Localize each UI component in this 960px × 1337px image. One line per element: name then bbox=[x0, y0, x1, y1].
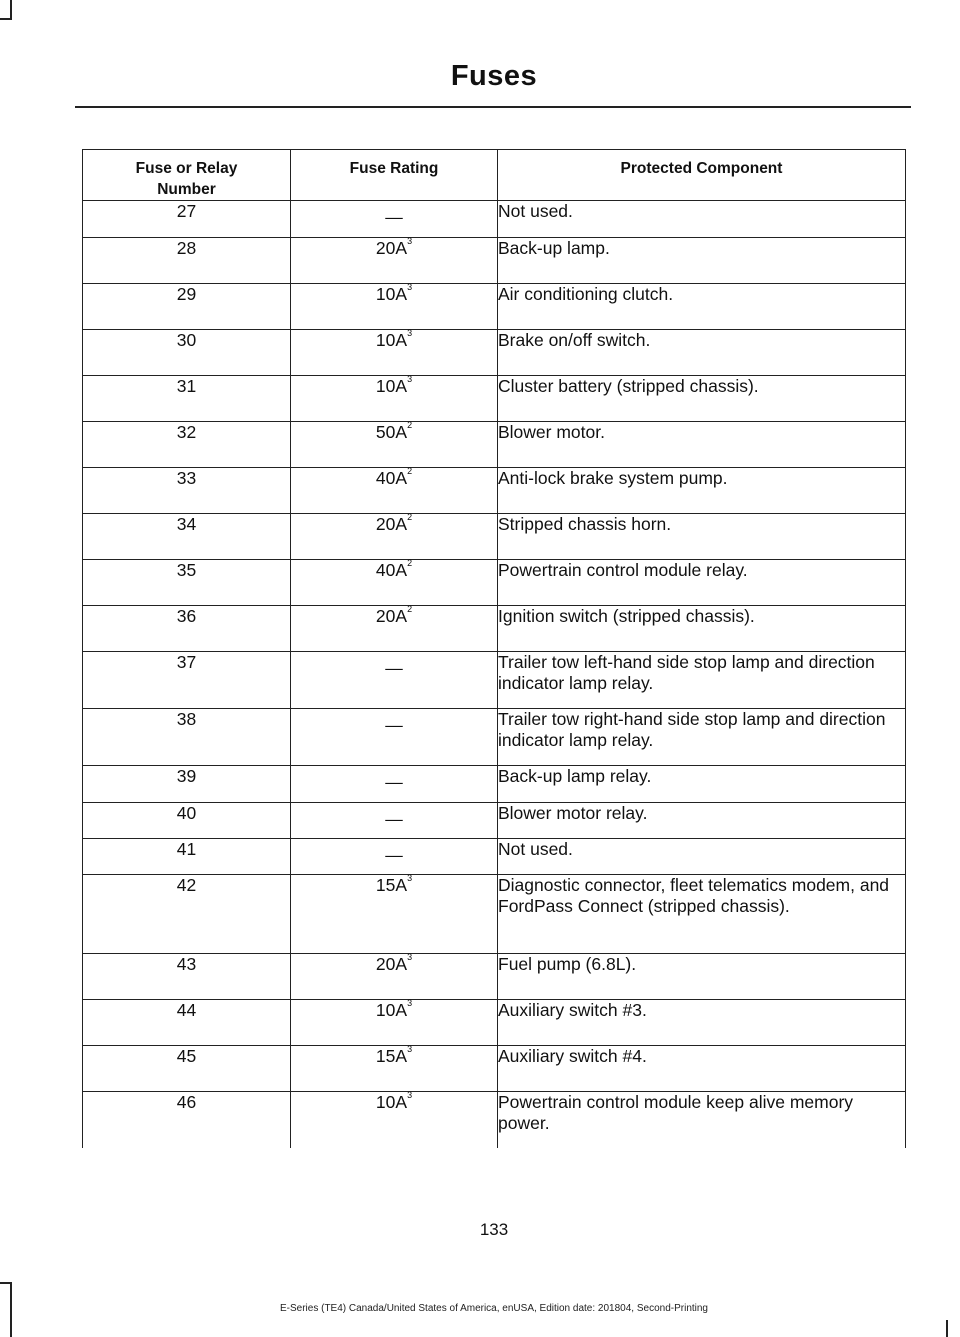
protected-component: Diagnostic connector, fleet telematics modem, and FordPass Connect (stripped chassis). bbox=[498, 875, 906, 954]
fuse-number: 43 bbox=[83, 954, 291, 1000]
table-row bbox=[83, 514, 906, 560]
protected-component: Not used. bbox=[498, 201, 906, 238]
fuse-rating-value: 10A bbox=[375, 1092, 408, 1112]
fuse-rating-value: 40A bbox=[375, 468, 408, 488]
fuse-rating bbox=[291, 875, 498, 954]
fuse-number: 30 bbox=[83, 330, 291, 376]
protected-component: Cluster battery (stripped chassis). bbox=[498, 376, 906, 422]
fuse-rating bbox=[291, 954, 498, 1000]
crop-mark-top-left-horizontal bbox=[0, 18, 12, 20]
crop-mark-top-left-vertical bbox=[10, 0, 12, 20]
footnote-marker: 3 bbox=[407, 374, 413, 385]
table-row bbox=[83, 1000, 906, 1046]
protected-component: Anti-lock brake system pump. bbox=[498, 468, 906, 514]
fuse-rating bbox=[291, 238, 498, 284]
fuse-rating-value: — bbox=[385, 809, 403, 829]
footnote-marker: 3 bbox=[407, 236, 413, 247]
fuse-rating bbox=[291, 514, 498, 560]
table-row bbox=[83, 875, 906, 954]
fuse-rating bbox=[291, 652, 498, 709]
table-row bbox=[83, 376, 906, 422]
footnote-marker: 2 bbox=[407, 466, 413, 477]
fuse-number: 40 bbox=[83, 803, 291, 839]
fuse-number: 42 bbox=[83, 875, 291, 954]
footnote-marker: 3 bbox=[407, 998, 413, 1009]
fuse-rating-value: — bbox=[385, 772, 403, 792]
protected-component: Auxiliary switch #4. bbox=[498, 1046, 906, 1092]
protected-component: Blower motor relay. bbox=[498, 803, 906, 839]
protected-component: Trailer tow left-hand side stop lamp and direction indicator lamp relay. bbox=[498, 652, 906, 709]
protected-component: Powertrain control module relay. bbox=[498, 560, 906, 606]
footnote-marker: 3 bbox=[407, 1044, 413, 1055]
table-row bbox=[83, 652, 906, 709]
table-row bbox=[83, 1092, 906, 1148]
fuse-rating-value: 10A bbox=[375, 376, 408, 396]
fuse-rating-value: 20A bbox=[375, 238, 408, 258]
table-row bbox=[83, 709, 906, 766]
protected-component: Stripped chassis horn. bbox=[498, 514, 906, 560]
table-header-row bbox=[83, 150, 906, 201]
fuse-rating-value: 20A bbox=[375, 606, 408, 626]
fuse-rating bbox=[291, 376, 498, 422]
footnote-marker: 3 bbox=[407, 1090, 413, 1101]
fuse-rating bbox=[291, 284, 498, 330]
fuse-rating bbox=[291, 201, 498, 238]
column-header-component: Protected Component bbox=[498, 150, 906, 201]
fuse-number: 37 bbox=[83, 652, 291, 709]
protected-component: Air conditioning clutch. bbox=[498, 284, 906, 330]
fuse-rating-value: 10A bbox=[375, 1000, 408, 1020]
page-title: Fuses bbox=[450, 60, 538, 92]
table-row bbox=[83, 954, 906, 1000]
fuse-rating bbox=[291, 839, 498, 875]
fuse-number: 33 bbox=[83, 468, 291, 514]
fuse-number: 46 bbox=[83, 1092, 291, 1148]
fuse-table bbox=[82, 149, 906, 1148]
fuse-number: 35 bbox=[83, 560, 291, 606]
table-row bbox=[83, 284, 906, 330]
fuse-number: 44 bbox=[83, 1000, 291, 1046]
table-row bbox=[83, 238, 906, 284]
footnote-marker: 2 bbox=[407, 604, 413, 615]
fuse-number: 28 bbox=[83, 238, 291, 284]
edition-info: E-Series (TE4) Canada/United States of America, enUSA, Edition date: 201804, Second-Printing bbox=[279, 1303, 708, 1314]
protected-component: Back-up lamp relay. bbox=[498, 766, 906, 803]
table-continuation-gap bbox=[82, 1157, 905, 1197]
table-row bbox=[83, 560, 906, 606]
fuse-rating bbox=[291, 468, 498, 514]
fuse-rating-value: 50A bbox=[375, 422, 408, 442]
footnote-marker: 3 bbox=[407, 282, 413, 293]
fuse-rating-value: — bbox=[385, 207, 403, 227]
fuse-number: 31 bbox=[83, 376, 291, 422]
table-row bbox=[83, 803, 906, 839]
column-header-number: Fuse or Relay Number bbox=[83, 150, 291, 201]
protected-component: Not used. bbox=[498, 839, 906, 875]
fuse-rating-value: — bbox=[385, 715, 403, 735]
fuse-number: 27 bbox=[83, 201, 291, 238]
crop-mark-bottom-right-vertical bbox=[946, 1320, 948, 1337]
table-row bbox=[83, 839, 906, 875]
fuse-rating-value: 20A bbox=[375, 514, 408, 534]
fuse-rating bbox=[291, 1000, 498, 1046]
footnote-marker: 3 bbox=[407, 873, 413, 884]
fuse-rating-value: — bbox=[385, 845, 403, 865]
fuse-rating bbox=[291, 709, 498, 766]
footnote-marker: 3 bbox=[407, 328, 413, 339]
fuse-number: 39 bbox=[83, 766, 291, 803]
fuse-table-body bbox=[83, 201, 906, 1148]
footnote-marker: 3 bbox=[407, 952, 413, 963]
fuse-rating-value: 15A bbox=[375, 875, 408, 895]
fuse-rating-value: 10A bbox=[375, 284, 408, 304]
footnote-marker: 2 bbox=[407, 420, 413, 431]
fuse-rating bbox=[291, 766, 498, 803]
fuse-rating-value: 40A bbox=[375, 560, 408, 580]
table-row bbox=[83, 606, 906, 652]
fuse-rating-value: 10A bbox=[375, 330, 408, 350]
protected-component: Back-up lamp. bbox=[498, 238, 906, 284]
fuse-number: 34 bbox=[83, 514, 291, 560]
fuse-number: 38 bbox=[83, 709, 291, 766]
page-number: 133 bbox=[479, 1220, 509, 1239]
protected-component: Auxiliary switch #3. bbox=[498, 1000, 906, 1046]
fuse-number: 32 bbox=[83, 422, 291, 468]
footnote-marker: 2 bbox=[407, 512, 413, 523]
fuse-rating bbox=[291, 422, 498, 468]
table-row bbox=[83, 201, 906, 238]
fuse-rating bbox=[291, 606, 498, 652]
column-header-rating: Fuse Rating bbox=[291, 150, 498, 201]
table-row bbox=[83, 422, 906, 468]
table-row bbox=[83, 766, 906, 803]
footnote-marker: 2 bbox=[407, 558, 413, 569]
fuse-rating-value: — bbox=[385, 658, 403, 678]
fuse-rating bbox=[291, 1092, 498, 1148]
fuse-rating bbox=[291, 803, 498, 839]
title-divider bbox=[75, 106, 911, 108]
table-row bbox=[83, 330, 906, 376]
fuse-number: 29 bbox=[83, 284, 291, 330]
fuse-number: 41 bbox=[83, 839, 291, 875]
fuse-rating-value: 15A bbox=[375, 1046, 408, 1066]
fuse-number: 45 bbox=[83, 1046, 291, 1092]
fuse-rating bbox=[291, 560, 498, 606]
protected-component: Powertrain control module keep alive memory power. bbox=[498, 1092, 906, 1148]
fuse-rating bbox=[291, 1046, 498, 1092]
protected-component: Fuel pump (6.8L). bbox=[498, 954, 906, 1000]
fuse-rating bbox=[291, 330, 498, 376]
protected-component: Brake on/off switch. bbox=[498, 330, 906, 376]
table-row bbox=[83, 1046, 906, 1092]
protected-component: Blower motor. bbox=[498, 422, 906, 468]
table-row bbox=[83, 468, 906, 514]
crop-mark-bottom-left-horizontal bbox=[0, 1282, 12, 1284]
protected-component: Trailer tow right-hand side stop lamp and direction indicator lamp relay. bbox=[498, 709, 906, 766]
fuse-rating-value: 20A bbox=[375, 954, 408, 974]
protected-component: Ignition switch (stripped chassis). bbox=[498, 606, 906, 652]
fuse-number: 36 bbox=[83, 606, 291, 652]
